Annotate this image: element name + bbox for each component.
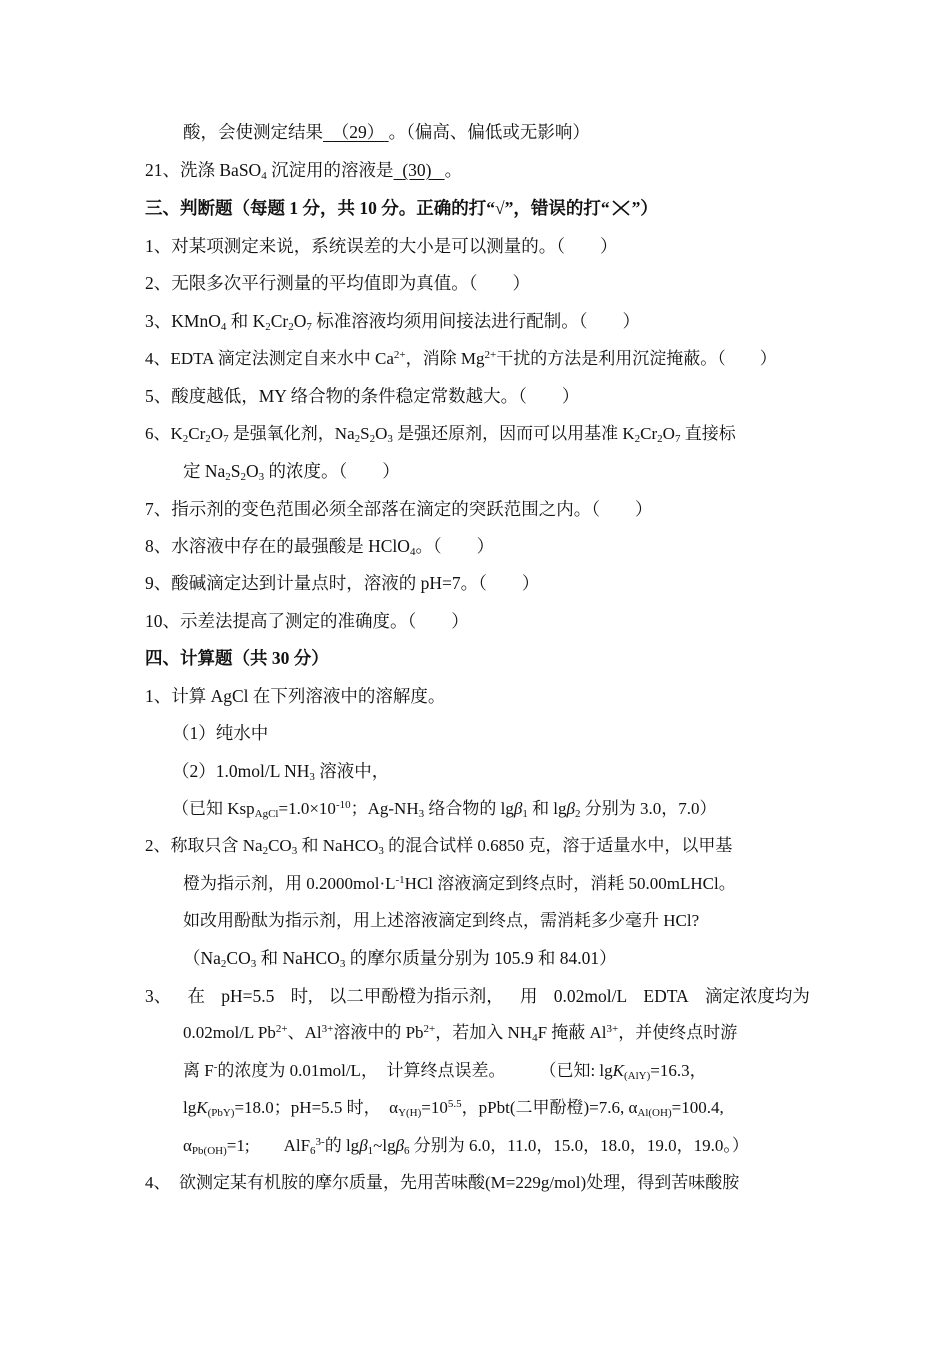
- calc-q1-line2: （1）纯水中: [172, 723, 269, 743]
- blank-30: (30): [402, 160, 432, 180]
- calc-q3-line1: 3、 在 pH=5.5 时, 以二甲酚橙为指示剂， 用 0.02mol/L EDTA 滴定浓度均为: [145, 986, 810, 1006]
- calc-q2-line4: （$Na_2CO_3$ 和 NaHCO$_3$ 的摩尔质量分别为 105.9 和 84.01）: [183, 948, 617, 970]
- calc-q4-line1: 4、 欲测定某有机胺的摩尔质量，先用苦味酸(M=229g/mol)处理，得到苦味酸胺: [145, 1173, 740, 1192]
- tf-item-6: 6、$K_2Cr_2O_7$ 是强氧化剂，$Na_2S_2O_3$ 是强还原剂，因而可以用基准 $K_2Cr_2O_7$ 直接标: [145, 424, 736, 445]
- calc-q2-line3: 如改用酚酞为指示剂，用上述溶液滴定到终点，需消耗多少毫升 HCl?: [183, 911, 700, 930]
- tf-item-2: 2、无限多次平行测量的平均值即为真值。（ ）: [145, 273, 530, 293]
- tf-item-9: 9、酸碱滴定达到计量点时，溶液的 pH=7。（ ）: [145, 573, 540, 593]
- calc-q3-line2: 0.02mol/L $Pb^{2+}$、$Al^{3+}$溶液中的 $Pb^{2+}$，若加入 $NH_4F$ 掩蔽 $Al^{3+}$，并使终点时游: [183, 1023, 738, 1044]
- calc-q3-line5: $\alpha_{Pb(OH)}=1$; AlF$_6^{3-}$的 lgβ$_1$~lgβ$_6$ 分别为 6.0，11.0，15.0，18.0，19.0，19.0。）: [183, 1136, 749, 1157]
- calc-q2-line2: 橙为指示剂，用 $0.2000mol\cdot L^{-1}HCl$ 溶液滴定到终点时，消耗 50.00mLHCl。: [183, 874, 736, 893]
- tf-item-8: 8、水溶液中存在的最强酸是 HClO$_4$。（ ）: [145, 536, 495, 558]
- tf-item-7: 7、指示剂的变色范围必须全部落在滴定的突跃范围之内。（ ）: [145, 499, 653, 519]
- calc-q1-line3: （2）1.0mol/L $NH_3$ 溶液中，: [172, 761, 390, 783]
- calc-q3-line3: 离 F-的浓度为 0.01mol/L， 计算终点误差。 （已知: lgK$_{(AlY)}$=16.3，: [183, 1061, 707, 1082]
- blank-29: （29）: [331, 122, 385, 142]
- question-21: 21、洗涤 BaSO$_4$ 沉淀用的溶液是 (30) 。: [145, 160, 463, 182]
- tf-item-4: 4、EDTA 滴定法测定自来水中 $Ca^{2+}$，消除 $Mg^{2+}$干扰的方法是利用沉淀掩蔽。（ ）: [145, 349, 777, 368]
- tf-item-10: 10、示差法提高了测定的准确度。（ ）: [145, 611, 469, 631]
- tf-item-3: 3、KMnO$_4$ 和 $K_2Cr_2O_7$ 标准溶液均须用间接法进行配制。（ ）: [145, 311, 640, 333]
- q20-text-a: 酸，会使测定结果: [183, 122, 323, 142]
- section3-heading: 三、判断题（每题 1 分，共 10 分。正确的打“√”，错误的打“ ”）: [145, 198, 658, 218]
- section4-heading: 四、计算题（共 30 分）: [145, 648, 329, 668]
- calc-q3-line4: lgK$_{(PbY)}$=18.0；pH=5.5 时， $\alpha_{Y(H)}=10^{5.5}$，pPbt(二甲酚橙)=7.6, $\alpha_{Al(OH)}=100.4$,: [183, 1098, 724, 1119]
- tf-item-1: 1、对某项测定来说，系统误差的大小是可以测量的。（ ）: [145, 236, 618, 256]
- cross-mark-icon: [610, 199, 632, 217]
- calc-q1-line4: （已知 $Ksp_{AgCl}=1.0\times 10^{-10}$；$Ag-NH_3$ 络合物的 lgβ$_1$ 和 lgβ$_2$ 分别为 3.0，7.0）: [172, 799, 717, 820]
- calc-q2-line1: 2、称取只含 $Na_2CO_3$ 和 NaHCO$_3$ 的混合试样 0.6850 克，溶于适量水中，以甲基: [145, 836, 733, 857]
- tf-item-5: 5、酸度越低，MY 络合物的条件稳定常数越大。（ ）: [145, 386, 580, 406]
- tf-item-6-cont: 定 $Na_2S_2O_3$ 的浓度。（ ）: [183, 461, 400, 483]
- calc-q1-line1: 1、计算 AgCl 在下列溶液中的溶解度。: [145, 686, 446, 706]
- q20-continuation: [183, 120, 952, 144]
- q20-text-b: 。（偏高、偏低或无影响）: [388, 122, 590, 142]
